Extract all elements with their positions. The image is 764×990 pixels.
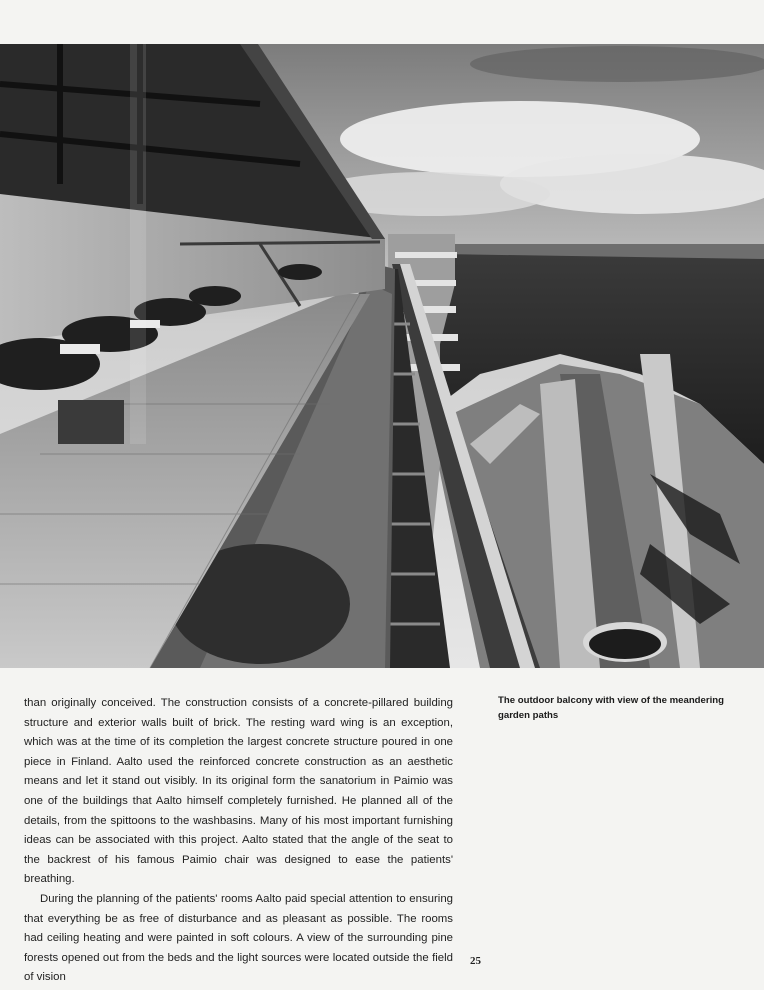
article-body [24,694,453,988]
paragraph-1: than originally conceived. The construction consists of a concrete-pillared building structure and exterior walls built of brick. The resting ward wing is an exception, which was at the time of its completion the largest concrete structure poured in one piece in Finland. Aalto used the reinforced concrete construction as an aesthetic means and let it stand out visibly. In its original form the sanatorium in Paimio was one of the buildings that Aalto himself completely furnished. He planned all of the details, from the spittoons to the washbasins. Many of his most important furnishing ideas can be associated with this project. Aalto stated that the angle of the seat to the backrest of his famous Paimio chair was designed to ease the patients' breathing. [24,697,453,886]
page-number: 25 [470,955,481,967]
paragraph-2: During the planning of the patients' rooms Aalto paid special attention to ensuring that everything be as free of disturbance and as pleasant as possible. The rooms had ceiling heating and were painted in soft colours. A view of the surrounding pine forests opened out from the beds and the light sources were located outside the field of vision [24,892,453,984]
photo-caption: The outdoor balcony with view of the meandering garden paths [498,695,725,721]
balcony-photograph [0,44,764,668]
